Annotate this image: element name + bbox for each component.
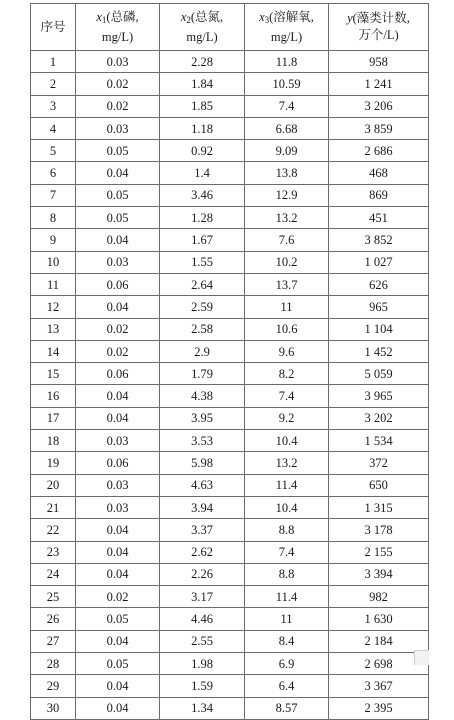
cell-x2: 4.46 <box>160 608 245 630</box>
header-x3-sub: 3 <box>264 14 270 25</box>
cell-x3: 11 <box>245 608 329 630</box>
cell-x1: 0.02 <box>76 73 160 95</box>
cell-x1: 0.02 <box>76 95 160 117</box>
cell-x3: 6.4 <box>245 675 329 697</box>
cell-y: 650 <box>329 474 429 496</box>
cell-x2: 3.95 <box>160 407 245 429</box>
table-row <box>31 51 429 73</box>
cell-x2: 2.58 <box>160 318 245 340</box>
page-corner-shading <box>414 650 429 665</box>
cell-index: 18 <box>31 430 76 452</box>
table-row <box>31 697 429 719</box>
cell-x3: 7.4 <box>245 95 329 117</box>
cell-x2: 1.84 <box>160 73 245 95</box>
cell-y: 5 059 <box>329 363 429 385</box>
cell-x3: 8.2 <box>245 363 329 385</box>
cell-x2: 3.53 <box>160 430 245 452</box>
cell-x3: 10.4 <box>245 496 329 518</box>
cell-x1: 0.03 <box>76 251 160 273</box>
table-row <box>31 251 429 273</box>
cell-x1: 0.06 <box>76 363 160 385</box>
header-row <box>31 4 429 51</box>
cell-x1: 0.06 <box>76 452 160 474</box>
cell-y: 958 <box>329 51 429 73</box>
header-x1-var: x <box>96 9 102 24</box>
cell-index: 8 <box>31 207 76 229</box>
table-row <box>31 586 429 608</box>
cell-x2: 1.55 <box>160 251 245 273</box>
cell-x2: 1.4 <box>160 162 245 184</box>
table-row <box>31 184 429 206</box>
cell-x1: 0.02 <box>76 318 160 340</box>
cell-y: 3 178 <box>329 519 429 541</box>
cell-x2: 1.67 <box>160 229 245 251</box>
cell-index: 13 <box>31 318 76 340</box>
water-quality-algae-table <box>30 3 429 720</box>
table-row <box>31 474 429 496</box>
header-x2-paren: (总氮, <box>190 9 224 24</box>
cell-x1: 0.03 <box>76 430 160 452</box>
cell-x1: 0.04 <box>76 541 160 563</box>
cell-x3: 9.6 <box>245 340 329 362</box>
table-row <box>31 229 429 251</box>
cell-x3: 11.4 <box>245 474 329 496</box>
table-row <box>31 207 429 229</box>
cell-index: 27 <box>31 630 76 652</box>
cell-index: 1 <box>31 51 76 73</box>
cell-x1: 0.04 <box>76 229 160 251</box>
cell-x3: 13.2 <box>245 452 329 474</box>
cell-index: 29 <box>31 675 76 697</box>
cell-x3: 10.2 <box>245 251 329 273</box>
cell-index: 3 <box>31 95 76 117</box>
table-row <box>31 608 429 630</box>
cell-x3: 13.8 <box>245 162 329 184</box>
cell-index: 22 <box>31 519 76 541</box>
cell-y: 1 452 <box>329 340 429 362</box>
cell-index: 23 <box>31 541 76 563</box>
header-x1-sub: 1 <box>101 14 107 25</box>
table-row <box>31 296 429 318</box>
cell-x1: 0.02 <box>76 586 160 608</box>
table-row <box>31 541 429 563</box>
cell-x2: 2.55 <box>160 630 245 652</box>
cell-index: 28 <box>31 653 76 675</box>
cell-y: 1 241 <box>329 73 429 95</box>
cell-x2: 2.9 <box>160 340 245 362</box>
header-y-var: y <box>347 11 353 25</box>
header-y-line1 <box>329 10 428 27</box>
cell-index: 4 <box>31 117 76 139</box>
header-x2-sub: 2 <box>186 14 191 25</box>
cell-y: 3 202 <box>329 407 429 429</box>
cell-x3: 8.8 <box>245 563 329 585</box>
header-x2-unit: mg/L) <box>186 29 218 44</box>
table-row <box>31 385 429 407</box>
header-x2-line1 <box>160 9 244 29</box>
header-y <box>329 4 429 51</box>
cell-x1: 0.03 <box>76 51 160 73</box>
cell-index: 24 <box>31 563 76 585</box>
cell-x2: 2.26 <box>160 563 245 585</box>
cell-x2: 1.28 <box>160 207 245 229</box>
table-row <box>31 363 429 385</box>
table-body <box>31 51 429 720</box>
table-row <box>31 519 429 541</box>
cell-x2: 5.98 <box>160 452 245 474</box>
cell-x2: 3.46 <box>160 184 245 206</box>
cell-index: 25 <box>31 586 76 608</box>
cell-x3: 10.4 <box>245 430 329 452</box>
cell-y: 2 698 <box>329 653 429 675</box>
table-row <box>31 140 429 162</box>
cell-x3: 10.6 <box>245 318 329 340</box>
header-x1-unit: mg/L) <box>101 29 134 44</box>
cell-y: 3 394 <box>329 563 429 585</box>
header-x3-unit: mg/L) <box>270 29 303 44</box>
cell-y: 1 104 <box>329 318 429 340</box>
cell-y: 3 965 <box>329 385 429 407</box>
cell-x3: 9.2 <box>245 407 329 429</box>
cell-y: 2 184 <box>329 630 429 652</box>
table-row <box>31 407 429 429</box>
header-y-unit: 万个/L) <box>358 28 399 42</box>
cell-x2: 4.38 <box>160 385 245 407</box>
cell-y: 869 <box>329 184 429 206</box>
cell-x1: 0.05 <box>76 207 160 229</box>
cell-index: 20 <box>31 474 76 496</box>
header-index <box>31 4 76 51</box>
cell-index: 16 <box>31 385 76 407</box>
cell-index: 12 <box>31 296 76 318</box>
cell-x2: 1.18 <box>160 117 245 139</box>
cell-x3: 10.59 <box>245 73 329 95</box>
cell-x1: 0.03 <box>76 474 160 496</box>
cell-x1: 0.04 <box>76 630 160 652</box>
cell-x2: 0.92 <box>160 140 245 162</box>
cell-x1: 0.03 <box>76 496 160 518</box>
cell-y: 2 155 <box>329 541 429 563</box>
cell-index: 2 <box>31 73 76 95</box>
table-row <box>31 653 429 675</box>
table-row <box>31 117 429 139</box>
cell-x1: 0.05 <box>76 184 160 206</box>
cell-index: 6 <box>31 162 76 184</box>
cell-x1: 0.04 <box>76 385 160 407</box>
cell-x2: 3.17 <box>160 586 245 608</box>
cell-index: 19 <box>31 452 76 474</box>
cell-x3: 7.4 <box>245 385 329 407</box>
table-row <box>31 340 429 362</box>
table-row <box>31 318 429 340</box>
cell-index: 30 <box>31 697 76 719</box>
cell-x2: 2.64 <box>160 273 245 295</box>
cell-index: 5 <box>31 140 76 162</box>
cell-index: 7 <box>31 184 76 206</box>
header-x2 <box>160 4 245 51</box>
cell-x3: 7.4 <box>245 541 329 563</box>
cell-index: 21 <box>31 496 76 518</box>
table-row <box>31 430 429 452</box>
cell-x1: 0.06 <box>76 273 160 295</box>
cell-y: 468 <box>329 162 429 184</box>
table-row <box>31 675 429 697</box>
cell-y: 1 027 <box>329 251 429 273</box>
header-x2-var: x <box>180 9 187 24</box>
cell-x3: 6.9 <box>245 653 329 675</box>
cell-x3: 11.8 <box>245 51 329 73</box>
cell-x2: 1.85 <box>160 95 245 117</box>
table-row <box>31 73 429 95</box>
table-header <box>31 4 429 51</box>
cell-x1: 0.04 <box>76 407 160 429</box>
cell-x2: 1.79 <box>160 363 245 385</box>
cell-x3: 7.6 <box>245 229 329 251</box>
cell-x2: 1.59 <box>160 675 245 697</box>
header-x3 <box>245 4 329 51</box>
header-y-paren: (藻类计数, <box>352 11 410 25</box>
table-row <box>31 273 429 295</box>
header-x3-line1 <box>245 9 328 29</box>
header-x3-paren: (溶解氧, <box>269 9 314 24</box>
header-x1-line1 <box>76 9 159 29</box>
cell-x1: 0.04 <box>76 519 160 541</box>
cell-x1: 0.02 <box>76 340 160 362</box>
cell-index: 9 <box>31 229 76 251</box>
cell-x1: 0.04 <box>76 162 160 184</box>
cell-x3: 8.4 <box>245 630 329 652</box>
table-row <box>31 452 429 474</box>
cell-x1: 0.03 <box>76 117 160 139</box>
cell-y: 1 534 <box>329 430 429 452</box>
cell-y: 626 <box>329 273 429 295</box>
table-row <box>31 162 429 184</box>
cell-y: 1 630 <box>329 608 429 630</box>
cell-y: 982 <box>329 586 429 608</box>
cell-x2: 1.34 <box>160 697 245 719</box>
cell-y: 3 859 <box>329 117 429 139</box>
cell-y: 372 <box>329 452 429 474</box>
cell-index: 26 <box>31 608 76 630</box>
header-x1 <box>76 4 160 51</box>
cell-index: 11 <box>31 273 76 295</box>
cell-x1: 0.04 <box>76 563 160 585</box>
cell-x2: 3.37 <box>160 519 245 541</box>
cell-x2: 4.63 <box>160 474 245 496</box>
cell-x1: 0.05 <box>76 608 160 630</box>
table-row <box>31 630 429 652</box>
cell-x3: 8.8 <box>245 519 329 541</box>
cell-x2: 3.94 <box>160 496 245 518</box>
cell-x3: 13.7 <box>245 273 329 295</box>
cell-x1: 0.04 <box>76 675 160 697</box>
cell-index: 15 <box>31 363 76 385</box>
header-index-label: 序号 <box>40 19 66 34</box>
cell-y: 3 367 <box>329 675 429 697</box>
cell-x3: 9.09 <box>245 140 329 162</box>
cell-x3: 6.68 <box>245 117 329 139</box>
cell-x1: 0.05 <box>76 140 160 162</box>
cell-x1: 0.04 <box>76 697 160 719</box>
cell-x3: 11.4 <box>245 586 329 608</box>
cell-y: 2 395 <box>329 697 429 719</box>
cell-x3: 13.2 <box>245 207 329 229</box>
cell-x3: 11 <box>245 296 329 318</box>
header-x1-paren: (总磷, <box>106 9 139 24</box>
cell-index: 10 <box>31 251 76 273</box>
table-row <box>31 496 429 518</box>
cell-index: 14 <box>31 340 76 362</box>
cell-y: 2 686 <box>329 140 429 162</box>
cell-x2: 2.62 <box>160 541 245 563</box>
cell-x2: 1.98 <box>160 653 245 675</box>
table-row <box>31 563 429 585</box>
cell-x3: 12.9 <box>245 184 329 206</box>
cell-x1: 0.05 <box>76 653 160 675</box>
cell-x2: 2.59 <box>160 296 245 318</box>
cell-index: 17 <box>31 407 76 429</box>
cell-x1: 0.04 <box>76 296 160 318</box>
header-x3-var: x <box>259 9 265 24</box>
table-row <box>31 95 429 117</box>
cell-x2: 2.28 <box>160 51 245 73</box>
cell-y: 3 206 <box>329 95 429 117</box>
cell-y: 3 852 <box>329 229 429 251</box>
cell-x3: 8.57 <box>245 697 329 719</box>
cell-y: 1 315 <box>329 496 429 518</box>
cell-y: 451 <box>329 207 429 229</box>
cell-y: 965 <box>329 296 429 318</box>
